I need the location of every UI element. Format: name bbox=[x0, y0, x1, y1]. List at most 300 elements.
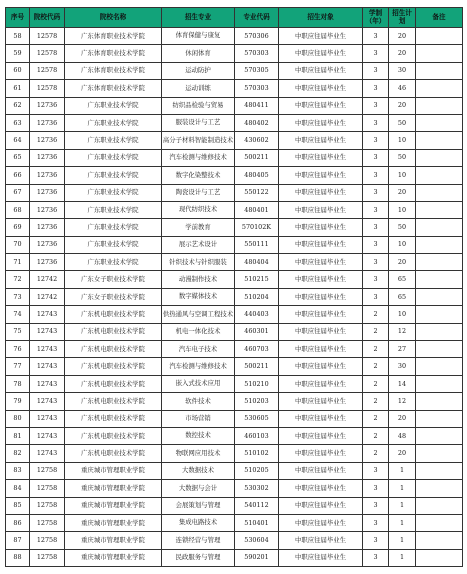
header-target: 招生对象 bbox=[279, 8, 363, 28]
cell-school-code: 12743 bbox=[30, 410, 65, 427]
cell-remarks bbox=[416, 167, 463, 184]
cell-major-code: 510204 bbox=[235, 288, 279, 305]
table-row bbox=[6, 375, 463, 392]
cell-major: 嵌入式技术应用 bbox=[162, 375, 235, 392]
cell-major-code: 510203 bbox=[235, 393, 279, 410]
table-row bbox=[6, 28, 463, 45]
table-row bbox=[6, 236, 463, 253]
cell-major-code: 530605 bbox=[235, 410, 279, 427]
table-body bbox=[6, 28, 463, 567]
cell-remarks bbox=[416, 80, 463, 97]
table-row bbox=[6, 114, 463, 131]
cell-duration: 3 bbox=[363, 236, 389, 253]
cell-target: 中职应往届毕业生 bbox=[279, 219, 363, 236]
cell-plan: 14 bbox=[389, 375, 416, 392]
table-row bbox=[6, 201, 463, 218]
cell-school-name: 广东职业技术学院 bbox=[65, 201, 162, 218]
cell-school-name: 广东机电职业技术学院 bbox=[65, 358, 162, 375]
cell-major-code: 550122 bbox=[235, 184, 279, 201]
table-header bbox=[6, 8, 463, 28]
cell-plan: 65 bbox=[389, 271, 416, 288]
cell-remarks bbox=[416, 114, 463, 131]
cell-plan: 1 bbox=[389, 549, 416, 566]
cell-remarks bbox=[416, 201, 463, 218]
cell-school-code: 12743 bbox=[30, 427, 65, 444]
cell-index: 84 bbox=[6, 480, 30, 497]
cell-remarks bbox=[416, 358, 463, 375]
header-index: 序号 bbox=[6, 8, 30, 28]
header-major: 招生专业 bbox=[162, 8, 235, 28]
cell-school-name: 广东职业技术学院 bbox=[65, 114, 162, 131]
cell-duration: 2 bbox=[363, 427, 389, 444]
table-row bbox=[6, 497, 463, 514]
cell-remarks bbox=[416, 149, 463, 166]
cell-school-name: 广东职业技术学院 bbox=[65, 236, 162, 253]
cell-major-code: 440403 bbox=[235, 306, 279, 323]
cell-plan: 50 bbox=[389, 219, 416, 236]
cell-duration: 2 bbox=[363, 375, 389, 392]
cell-duration: 3 bbox=[363, 497, 389, 514]
cell-duration: 2 bbox=[363, 393, 389, 410]
cell-duration: 3 bbox=[363, 167, 389, 184]
cell-plan: 20 bbox=[389, 45, 416, 62]
cell-target: 中职应往届毕业生 bbox=[279, 149, 363, 166]
cell-school-code: 12736 bbox=[30, 254, 65, 271]
cell-index: 70 bbox=[6, 236, 30, 253]
cell-index: 83 bbox=[6, 462, 30, 479]
cell-duration: 3 bbox=[363, 549, 389, 566]
cell-school-code: 12742 bbox=[30, 288, 65, 305]
cell-school-code: 12742 bbox=[30, 271, 65, 288]
cell-index: 85 bbox=[6, 497, 30, 514]
cell-duration: 2 bbox=[363, 410, 389, 427]
cell-target: 中职应往届毕业生 bbox=[279, 514, 363, 531]
cell-school-code: 12736 bbox=[30, 114, 65, 131]
cell-duration: 3 bbox=[363, 62, 389, 79]
cell-major: 汽车电子技术 bbox=[162, 341, 235, 358]
cell-school-code: 12578 bbox=[30, 80, 65, 97]
cell-major-code: 500211 bbox=[235, 149, 279, 166]
cell-remarks bbox=[416, 288, 463, 305]
cell-school-name: 重庆城市管理职业学院 bbox=[65, 532, 162, 549]
cell-school-code: 12743 bbox=[30, 358, 65, 375]
cell-major: 陶瓷设计与工艺 bbox=[162, 184, 235, 201]
cell-school-code: 12736 bbox=[30, 236, 65, 253]
cell-target: 中职应往届毕业生 bbox=[279, 410, 363, 427]
cell-index: 59 bbox=[6, 45, 30, 62]
cell-target: 中职应往届毕业生 bbox=[279, 445, 363, 462]
cell-school-code: 12736 bbox=[30, 97, 65, 114]
cell-duration: 3 bbox=[363, 480, 389, 497]
cell-duration: 2 bbox=[363, 341, 389, 358]
cell-major-code: 460703 bbox=[235, 341, 279, 358]
cell-remarks bbox=[416, 254, 463, 271]
cell-school-name: 广东女子职业技术学院 bbox=[65, 271, 162, 288]
cell-school-name: 广东机电职业技术学院 bbox=[65, 375, 162, 392]
cell-major: 数字化染整技术 bbox=[162, 167, 235, 184]
table-row bbox=[6, 480, 463, 497]
cell-index: 80 bbox=[6, 410, 30, 427]
cell-school-code: 12578 bbox=[30, 45, 65, 62]
cell-index: 62 bbox=[6, 97, 30, 114]
cell-major-code: 570102K bbox=[235, 219, 279, 236]
cell-duration: 3 bbox=[363, 80, 389, 97]
cell-duration: 3 bbox=[363, 184, 389, 201]
cell-index: 69 bbox=[6, 219, 30, 236]
cell-target: 中职应往届毕业生 bbox=[279, 532, 363, 549]
cell-major: 体育保健与康复 bbox=[162, 28, 235, 45]
cell-target: 中职应往届毕业生 bbox=[279, 184, 363, 201]
cell-duration: 3 bbox=[363, 219, 389, 236]
cell-major: 连锁经营与管理 bbox=[162, 532, 235, 549]
cell-school-name: 广东体育职业技术学院 bbox=[65, 28, 162, 45]
cell-major: 汽车检测与维修技术 bbox=[162, 149, 235, 166]
table-row bbox=[6, 532, 463, 549]
cell-school-name: 广东体育职业技术学院 bbox=[65, 62, 162, 79]
cell-major-code: 430602 bbox=[235, 132, 279, 149]
cell-school-code: 12736 bbox=[30, 219, 65, 236]
table-row bbox=[6, 97, 463, 114]
cell-remarks bbox=[416, 62, 463, 79]
cell-major-code: 480405 bbox=[235, 167, 279, 184]
table-row bbox=[6, 549, 463, 566]
cell-target: 中职应往届毕业生 bbox=[279, 97, 363, 114]
header-remarks: 备注 bbox=[416, 8, 463, 28]
cell-major: 市场营销 bbox=[162, 410, 235, 427]
cell-major: 数控技术 bbox=[162, 427, 235, 444]
cell-school-name: 广东体育职业技术学院 bbox=[65, 45, 162, 62]
cell-major: 运动防护 bbox=[162, 62, 235, 79]
table-row bbox=[6, 306, 463, 323]
cell-index: 58 bbox=[6, 28, 30, 45]
cell-plan: 10 bbox=[389, 306, 416, 323]
cell-major-code: 510102 bbox=[235, 445, 279, 462]
table-row bbox=[6, 323, 463, 340]
cell-target: 中职应往届毕业生 bbox=[279, 288, 363, 305]
cell-remarks bbox=[416, 410, 463, 427]
header-school-code: 院校代码 bbox=[30, 8, 65, 28]
cell-duration: 3 bbox=[363, 97, 389, 114]
cell-index: 63 bbox=[6, 114, 30, 131]
cell-target: 中职应往届毕业生 bbox=[279, 201, 363, 218]
table-row bbox=[6, 514, 463, 531]
cell-index: 88 bbox=[6, 549, 30, 566]
header-school-name: 院校名称 bbox=[65, 8, 162, 28]
cell-index: 71 bbox=[6, 254, 30, 271]
cell-duration: 3 bbox=[363, 201, 389, 218]
cell-major: 机电一体化技术 bbox=[162, 323, 235, 340]
cell-duration: 3 bbox=[363, 114, 389, 131]
cell-index: 77 bbox=[6, 358, 30, 375]
cell-school-name: 广东机电职业技术学院 bbox=[65, 427, 162, 444]
cell-major: 集成电路技术 bbox=[162, 514, 235, 531]
table-row bbox=[6, 219, 463, 236]
cell-duration: 2 bbox=[363, 358, 389, 375]
cell-plan: 50 bbox=[389, 149, 416, 166]
cell-major-code: 460103 bbox=[235, 427, 279, 444]
cell-major: 供热通风与空调工程技术 bbox=[162, 306, 235, 323]
table-row bbox=[6, 341, 463, 358]
cell-major-code: 500211 bbox=[235, 358, 279, 375]
cell-school-code: 12758 bbox=[30, 480, 65, 497]
cell-index: 66 bbox=[6, 167, 30, 184]
table-row bbox=[6, 427, 463, 444]
cell-index: 75 bbox=[6, 323, 30, 340]
cell-duration: 3 bbox=[363, 271, 389, 288]
cell-remarks bbox=[416, 219, 463, 236]
cell-remarks bbox=[416, 514, 463, 531]
cell-target: 中职应往届毕业生 bbox=[279, 254, 363, 271]
cell-school-name: 广东职业技术学院 bbox=[65, 167, 162, 184]
cell-plan: 50 bbox=[389, 114, 416, 131]
cell-major-code: 510401 bbox=[235, 514, 279, 531]
cell-duration: 3 bbox=[363, 254, 389, 271]
cell-duration: 3 bbox=[363, 132, 389, 149]
cell-target: 中职应往届毕业生 bbox=[279, 28, 363, 45]
cell-major-code: 480404 bbox=[235, 254, 279, 271]
cell-school-name: 广东体育职业技术学院 bbox=[65, 80, 162, 97]
table-row bbox=[6, 149, 463, 166]
cell-index: 74 bbox=[6, 306, 30, 323]
cell-major: 汽车检测与维修技术 bbox=[162, 358, 235, 375]
cell-school-name: 重庆城市管理职业学院 bbox=[65, 514, 162, 531]
cell-duration: 3 bbox=[363, 149, 389, 166]
cell-target: 中职应往届毕业生 bbox=[279, 45, 363, 62]
cell-target: 中职应往届毕业生 bbox=[279, 358, 363, 375]
cell-duration: 2 bbox=[363, 306, 389, 323]
cell-plan: 12 bbox=[389, 393, 416, 410]
header-duration: 学制（年） bbox=[363, 8, 389, 28]
cell-plan: 48 bbox=[389, 427, 416, 444]
table-row bbox=[6, 288, 463, 305]
cell-target: 中职应往届毕业生 bbox=[279, 549, 363, 566]
table-row bbox=[6, 410, 463, 427]
cell-school-name: 重庆城市管理职业学院 bbox=[65, 549, 162, 566]
table-row bbox=[6, 358, 463, 375]
cell-remarks bbox=[416, 306, 463, 323]
cell-plan: 20 bbox=[389, 184, 416, 201]
cell-index: 87 bbox=[6, 532, 30, 549]
cell-major: 数字媒体技术 bbox=[162, 288, 235, 305]
table-row bbox=[6, 254, 463, 271]
cell-major: 学前教育 bbox=[162, 219, 235, 236]
cell-school-code: 12578 bbox=[30, 28, 65, 45]
cell-index: 78 bbox=[6, 375, 30, 392]
cell-remarks bbox=[416, 375, 463, 392]
cell-school-code: 12736 bbox=[30, 201, 65, 218]
cell-school-name: 广东机电职业技术学院 bbox=[65, 341, 162, 358]
cell-school-name: 广东机电职业技术学院 bbox=[65, 393, 162, 410]
header-major-code: 专业代码 bbox=[235, 8, 279, 28]
cell-duration: 2 bbox=[363, 323, 389, 340]
cell-remarks bbox=[416, 323, 463, 340]
cell-major: 软件技术 bbox=[162, 393, 235, 410]
cell-plan: 30 bbox=[389, 358, 416, 375]
table-row bbox=[6, 445, 463, 462]
cell-index: 86 bbox=[6, 514, 30, 531]
cell-school-name: 广东职业技术学院 bbox=[65, 132, 162, 149]
cell-remarks bbox=[416, 271, 463, 288]
cell-index: 65 bbox=[6, 149, 30, 166]
cell-plan: 10 bbox=[389, 201, 416, 218]
cell-target: 中职应往届毕业生 bbox=[279, 271, 363, 288]
cell-plan: 20 bbox=[389, 97, 416, 114]
cell-target: 中职应往届毕业生 bbox=[279, 341, 363, 358]
cell-target: 中职应往届毕业生 bbox=[279, 236, 363, 253]
cell-index: 82 bbox=[6, 445, 30, 462]
cell-plan: 20 bbox=[389, 28, 416, 45]
cell-school-name: 广东机电职业技术学院 bbox=[65, 445, 162, 462]
cell-index: 67 bbox=[6, 184, 30, 201]
cell-plan: 1 bbox=[389, 497, 416, 514]
cell-target: 中职应往届毕业生 bbox=[279, 462, 363, 479]
cell-school-name: 重庆城市管理职业学院 bbox=[65, 462, 162, 479]
cell-plan: 1 bbox=[389, 462, 416, 479]
cell-school-code: 12743 bbox=[30, 375, 65, 392]
cell-plan: 20 bbox=[389, 445, 416, 462]
cell-index: 64 bbox=[6, 132, 30, 149]
cell-duration: 3 bbox=[363, 514, 389, 531]
cell-major: 针织技术与针织服装 bbox=[162, 254, 235, 271]
cell-major-code: 460301 bbox=[235, 323, 279, 340]
cell-major-code: 480402 bbox=[235, 114, 279, 131]
cell-major: 现代纺织技术 bbox=[162, 201, 235, 218]
cell-remarks bbox=[416, 28, 463, 45]
cell-major-code: 530604 bbox=[235, 532, 279, 549]
table-row bbox=[6, 45, 463, 62]
cell-duration: 3 bbox=[363, 45, 389, 62]
cell-plan: 12 bbox=[389, 323, 416, 340]
cell-remarks bbox=[416, 497, 463, 514]
cell-school-name: 广东机电职业技术学院 bbox=[65, 306, 162, 323]
cell-target: 中职应往届毕业生 bbox=[279, 167, 363, 184]
cell-target: 中职应往届毕业生 bbox=[279, 114, 363, 131]
table-row bbox=[6, 132, 463, 149]
cell-remarks bbox=[416, 132, 463, 149]
cell-major-code: 540112 bbox=[235, 497, 279, 514]
cell-duration: 3 bbox=[363, 532, 389, 549]
cell-plan: 20 bbox=[389, 410, 416, 427]
cell-plan: 10 bbox=[389, 167, 416, 184]
cell-school-name: 广东机电职业技术学院 bbox=[65, 323, 162, 340]
cell-school-code: 12743 bbox=[30, 393, 65, 410]
cell-school-code: 12736 bbox=[30, 184, 65, 201]
cell-school-code: 12736 bbox=[30, 167, 65, 184]
table-row bbox=[6, 271, 463, 288]
header-row bbox=[6, 8, 463, 28]
cell-school-name: 重庆城市管理职业学院 bbox=[65, 497, 162, 514]
table-row bbox=[6, 62, 463, 79]
cell-major: 休闲体育 bbox=[162, 45, 235, 62]
cell-major-code: 480411 bbox=[235, 97, 279, 114]
table-row bbox=[6, 167, 463, 184]
cell-index: 81 bbox=[6, 427, 30, 444]
cell-school-name: 广东职业技术学院 bbox=[65, 254, 162, 271]
cell-school-code: 12743 bbox=[30, 306, 65, 323]
cell-school-code: 12743 bbox=[30, 445, 65, 462]
cell-major-code: 570303 bbox=[235, 80, 279, 97]
cell-index: 72 bbox=[6, 271, 30, 288]
cell-school-name: 广东女子职业技术学院 bbox=[65, 288, 162, 305]
cell-target: 中职应往届毕业生 bbox=[279, 62, 363, 79]
cell-school-name: 广东职业技术学院 bbox=[65, 219, 162, 236]
cell-plan: 46 bbox=[389, 80, 416, 97]
cell-duration: 3 bbox=[363, 288, 389, 305]
cell-target: 中职应往届毕业生 bbox=[279, 375, 363, 392]
cell-major-code: 550111 bbox=[235, 236, 279, 253]
cell-major: 动漫制作技术 bbox=[162, 271, 235, 288]
cell-remarks bbox=[416, 341, 463, 358]
cell-school-code: 12736 bbox=[30, 149, 65, 166]
cell-major-code: 590201 bbox=[235, 549, 279, 566]
table-row bbox=[6, 184, 463, 201]
cell-plan: 30 bbox=[389, 62, 416, 79]
cell-school-code: 12736 bbox=[30, 132, 65, 149]
cell-target: 中职应往届毕业生 bbox=[279, 427, 363, 444]
cell-school-name: 广东职业技术学院 bbox=[65, 149, 162, 166]
cell-major-code: 510210 bbox=[235, 375, 279, 392]
cell-school-name: 重庆城市管理职业学院 bbox=[65, 480, 162, 497]
cell-school-code: 12758 bbox=[30, 462, 65, 479]
cell-major: 展示艺术设计 bbox=[162, 236, 235, 253]
cell-major-code: 570306 bbox=[235, 28, 279, 45]
cell-remarks bbox=[416, 236, 463, 253]
cell-duration: 3 bbox=[363, 462, 389, 479]
cell-school-code: 12758 bbox=[30, 549, 65, 566]
cell-school-code: 12758 bbox=[30, 532, 65, 549]
cell-school-code: 12743 bbox=[30, 341, 65, 358]
cell-plan: 1 bbox=[389, 480, 416, 497]
cell-plan: 27 bbox=[389, 341, 416, 358]
table-row bbox=[6, 80, 463, 97]
cell-index: 79 bbox=[6, 393, 30, 410]
cell-duration: 2 bbox=[363, 445, 389, 462]
cell-target: 中职应往届毕业生 bbox=[279, 393, 363, 410]
cell-major-code: 480401 bbox=[235, 201, 279, 218]
header-plan: 招生计划 bbox=[389, 8, 416, 28]
cell-index: 76 bbox=[6, 341, 30, 358]
cell-major: 民政服务与管理 bbox=[162, 549, 235, 566]
cell-major: 服装设计与工艺 bbox=[162, 114, 235, 131]
cell-major: 大数据技术 bbox=[162, 462, 235, 479]
cell-school-name: 广东机电职业技术学院 bbox=[65, 410, 162, 427]
cell-plan: 20 bbox=[389, 254, 416, 271]
cell-major-code: 510215 bbox=[235, 271, 279, 288]
cell-school-name: 广东职业技术学院 bbox=[65, 184, 162, 201]
cell-school-code: 12743 bbox=[30, 323, 65, 340]
cell-remarks bbox=[416, 462, 463, 479]
cell-duration: 3 bbox=[363, 28, 389, 45]
cell-remarks bbox=[416, 427, 463, 444]
cell-plan: 1 bbox=[389, 514, 416, 531]
cell-index: 68 bbox=[6, 201, 30, 218]
cell-index: 60 bbox=[6, 62, 30, 79]
cell-remarks bbox=[416, 480, 463, 497]
cell-target: 中职应往届毕业生 bbox=[279, 306, 363, 323]
cell-major-code: 510205 bbox=[235, 462, 279, 479]
cell-target: 中职应往届毕业生 bbox=[279, 80, 363, 97]
cell-plan: 10 bbox=[389, 236, 416, 253]
cell-school-code: 12758 bbox=[30, 497, 65, 514]
cell-major-code: 570303 bbox=[235, 45, 279, 62]
cell-major: 纺织品检验与贸易 bbox=[162, 97, 235, 114]
cell-remarks bbox=[416, 45, 463, 62]
cell-plan: 65 bbox=[389, 288, 416, 305]
cell-remarks bbox=[416, 184, 463, 201]
cell-plan: 10 bbox=[389, 132, 416, 149]
cell-major: 大数据与会计 bbox=[162, 480, 235, 497]
table-row bbox=[6, 462, 463, 479]
